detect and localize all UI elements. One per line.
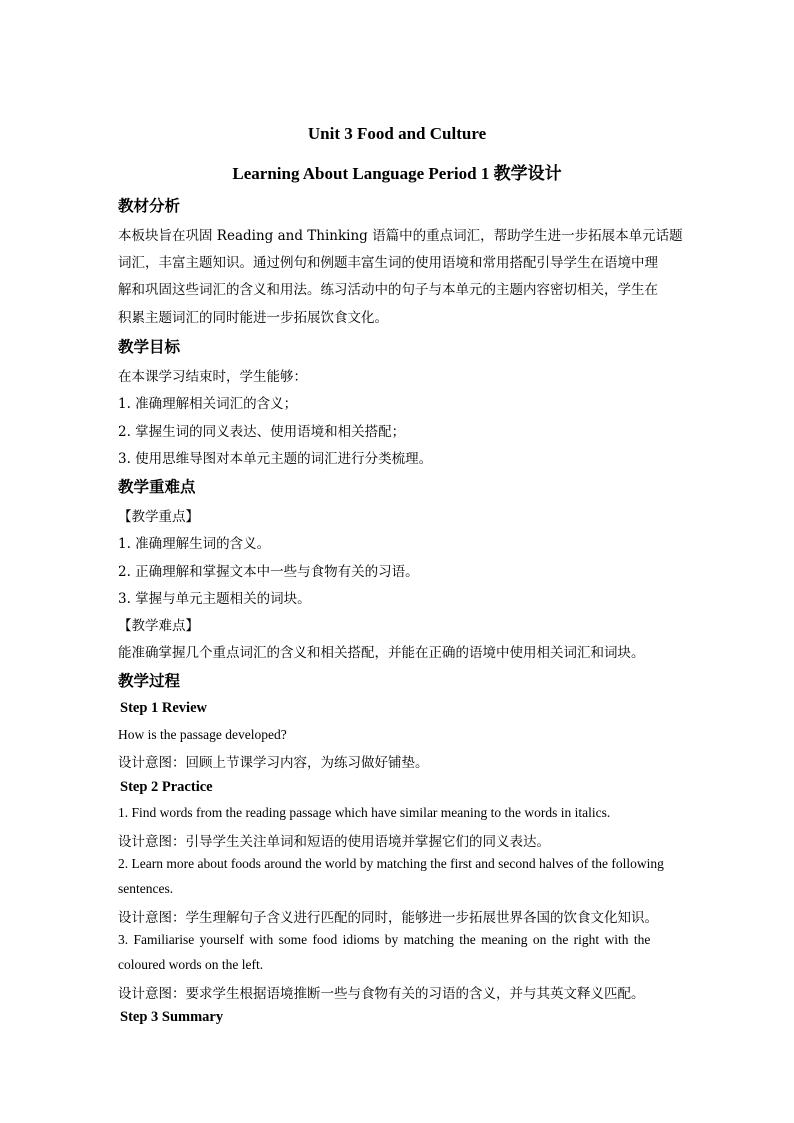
step-2-task-2-cont: sentences. — [118, 881, 174, 896]
difficult-points-text: 能准确掌握几个重点词汇的含义和相关搭配，并能在正确的语境中使用相关词汇和词块。 — [118, 645, 645, 661]
paragraph-line: 积累主题词汇的同时能进一步拓展饮食文化。 — [118, 310, 388, 326]
key-point-item: 2. 正确理解和掌握文本中一些与食物有关的习语。 — [118, 564, 419, 580]
document-title: Unit 3 Food and Culture — [307, 124, 487, 143]
objectives-intro: 在本课学习结束时，学生能够： — [118, 369, 307, 385]
step-2-intent-1: 设计意图：引导学生关注单词和短语的使用语境并掌握它们的同义表达。 — [118, 834, 550, 850]
section-heading-process: 教学过程 — [118, 671, 181, 690]
step-2-task-1: 1. Find words from the reading passage which have similar meaning to the words in italics. — [118, 805, 611, 820]
objective-item: 3. 使用思维导图对本单元主题的词汇进行分类梳理。 — [118, 451, 433, 467]
objective-item: 2. 掌握生词的同义表达、使用语境和相关搭配； — [118, 424, 406, 440]
key-points-label: 【教学重点】 — [118, 509, 199, 525]
step-1-question: How is the passage developed? — [118, 727, 287, 742]
section-heading-materials: 教材分析 — [118, 196, 181, 215]
step-3-title: Step 3 Summary — [120, 1009, 224, 1025]
paragraph-line: 词汇，丰富主题知识。通过例句和例题丰富生词的使用语境和常用搭配引导学生在语境中理 — [118, 255, 658, 271]
step-2-intent-3: 设计意图：要求学生根据语境推断一些与食物有关的习语的含义，并与其英文释义匹配。 — [118, 986, 645, 1002]
objective-item: 1. 准确理解相关词汇的含义； — [118, 396, 298, 412]
step-1-title: Step 1 Review — [120, 700, 207, 716]
paragraph-line: 本板块旨在巩固 Reading and Thinking 语篇中的重点词汇，帮助学生进一步拓展本单元话题 — [118, 228, 683, 244]
document-subtitle: Learning About Language Period 1 教学设计 — [232, 164, 562, 183]
step-2-task-3: 3. Familiarise yourself with some food idioms by matching the meaning on the right with the — [118, 932, 651, 947]
step-2-task-3-cont: coloured words on the left. — [118, 957, 264, 972]
key-point-item: 3. 掌握与单元主题相关的词块。 — [118, 591, 311, 607]
step-2-title: Step 2 Practice — [120, 779, 213, 795]
difficult-points-label: 【教学难点】 — [118, 618, 199, 634]
key-point-item: 1. 准确理解生词的含义。 — [118, 536, 271, 552]
step-2-intent-2: 设计意图：学生理解句子含义进行匹配的同时，能够进一步拓展世界各国的饮食文化知识。 — [118, 910, 658, 926]
step-1-intent: 设计意图：回顾上节课学习内容，为练习做好铺垫。 — [118, 755, 429, 771]
section-heading-objectives: 教学目标 — [118, 337, 181, 356]
step-2-task-2: 2. Learn more about foods around the world by matching the first and second halves of the following — [118, 856, 664, 871]
section-heading-key-points: 教学重难点 — [118, 477, 196, 496]
paragraph-line: 解和巩固这些词汇的含义和用法。练习活动中的句子与本单元的主题内容密切相关，学生在 — [118, 282, 658, 298]
